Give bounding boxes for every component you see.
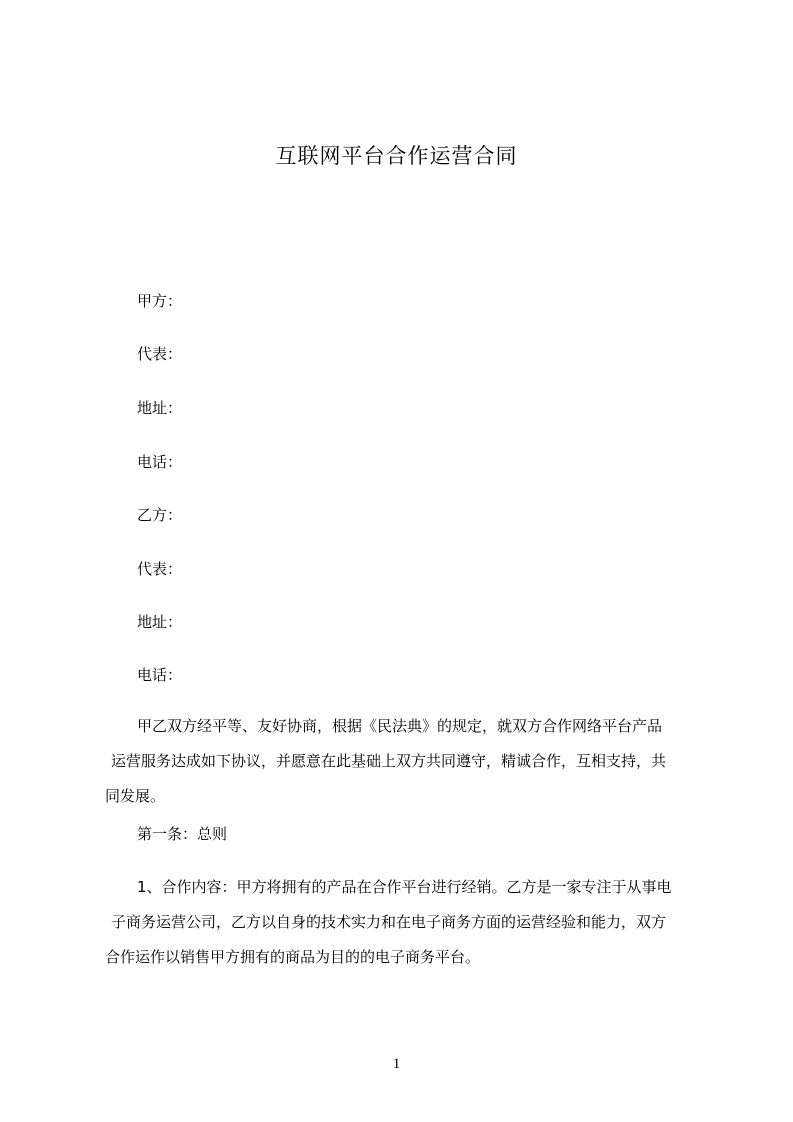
preamble-paragraph [105,709,717,814]
party-a-label: 甲方： [137,292,183,310]
party-a-representative: 代表： [137,345,183,363]
clause-line: 1、合作内容：甲方将拥有的产品在合作平台进行经销。乙方是一家专注于从事电 [137,878,672,896]
party-b-phone: 电话： [137,666,183,684]
party-b-representative: 代表： [137,560,183,578]
clause-line: 合作运作以销售甲方拥有的商品为目的的电子商务平台。 [105,948,481,966]
party-b-address: 地址： [137,613,183,631]
party-a-address: 地址： [137,399,183,417]
party-a-phone: 电话： [137,453,183,471]
party-b-label: 乙方： [137,506,183,524]
article-1-heading: 第一条：总则 [137,825,228,843]
clause-1-paragraph [105,870,717,975]
preamble-line: 同发展。 [105,787,166,805]
page-number: 1 [392,1056,401,1072]
clause-line: 子商务运营公司，乙方以自身的技术实力和在电子商务方面的运营经验和能力，双方 [111,913,667,931]
document-title: 互联网平台合作运营合同 [275,144,518,168]
preamble-line: 甲乙双方经平等、友好协商，根据《民法典》的规定，就双方合作网络平台产品 [137,717,663,735]
preamble-line: 运营服务达成如下协议，并愿意在此基础上双方共同遵守，精诚合作，互相支持，共 [111,752,667,770]
